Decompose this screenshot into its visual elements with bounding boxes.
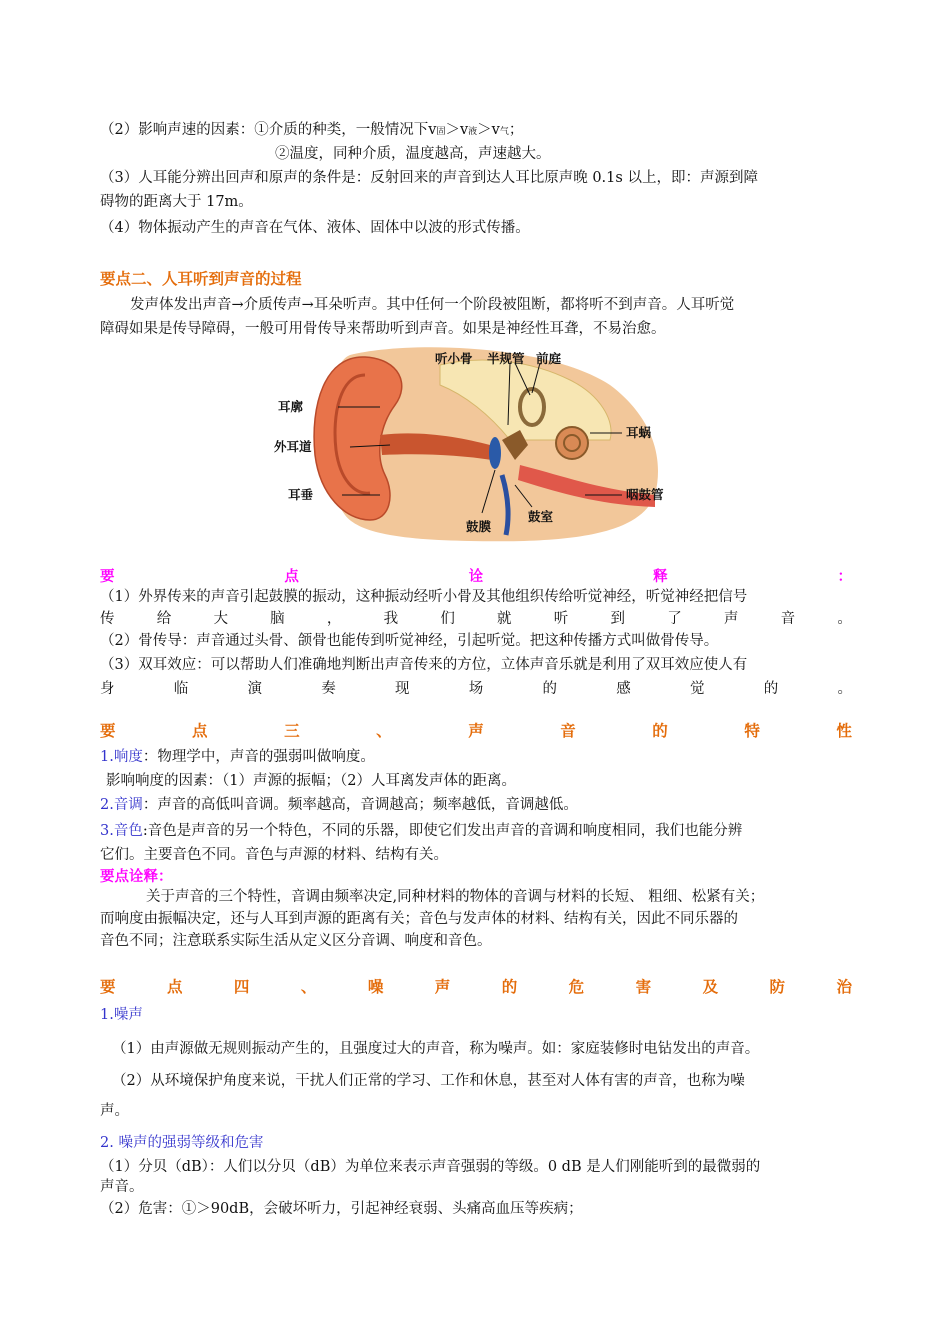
- heading-char: 治: [836, 978, 852, 996]
- heading-char: 及: [702, 978, 719, 996]
- loudness-line: [100, 746, 852, 768]
- heading-char: 噪: [367, 978, 384, 996]
- char: 脑: [270, 611, 285, 627]
- heading-char: 点: [166, 978, 183, 996]
- label-cochlea: 耳蜗: [626, 425, 652, 440]
- heading-char: 害: [635, 978, 652, 996]
- decibel-line: （1）分贝（dB）：人们以分贝（dB）为单位来表示声音强弱的等级。0 dB 是人们刚能听到的最微弱的: [100, 1159, 761, 1175]
- char: 身: [100, 681, 115, 697]
- noise-subheading: 1.噪声: [100, 1007, 143, 1023]
- echo-condition-line-2: 碍物的距离大于 17m。: [100, 194, 253, 210]
- char: 觉: [690, 681, 705, 697]
- timbre-text: :音色是声音的另一个特色，不同的乐器，即使它们发出声音的音调和响度相同，我们也能分辨: [142, 823, 743, 839]
- char: 演: [247, 681, 262, 697]
- loudness-factors-line: 影响响度的因素：（1）声源的振幅；（2）人耳离发声体的距离。: [106, 773, 516, 789]
- section3-heading: [100, 720, 852, 742]
- char: 听: [553, 611, 569, 627]
- char: 们: [440, 611, 455, 627]
- wave-propagation-line: （4）物体振动产生的声音在气体、液体、固体中以波的形式传播。: [100, 220, 530, 236]
- echo-condition-line: （3）人耳能分辨出回声和原声的条件是：反射回来的声音到达人耳比原声晚 0.1s 以上，即：声源到障: [100, 170, 758, 186]
- char: 场: [468, 681, 484, 697]
- label-eardrum: 鼓膜: [466, 519, 492, 534]
- speed-factors-line: [100, 119, 852, 143]
- heading-char: 音: [560, 722, 576, 740]
- char: 。: [837, 681, 852, 697]
- ear-diagram: [270, 345, 690, 543]
- heading-char: 要: [100, 722, 116, 740]
- char: 传: [100, 611, 115, 627]
- heading-char: 的: [501, 978, 518, 996]
- decibel-line-2: 声音。: [100, 1179, 144, 1195]
- char: 音: [780, 611, 796, 627]
- pitch-text: ：声音的高低叫音调。频率越高，音调越高；频率越低，音调越低。: [142, 797, 578, 813]
- pitch-label: 2.音调: [100, 797, 143, 813]
- char: 了: [667, 611, 682, 627]
- heading-char: 要: [100, 978, 116, 996]
- char: 的: [763, 681, 779, 697]
- char: 给: [156, 611, 172, 627]
- label-eustachian: 咽鼓管: [626, 487, 664, 502]
- heading-char: 点: [284, 569, 299, 585]
- heading-char: 性: [836, 722, 852, 740]
- timbre-line: [100, 820, 852, 842]
- char: 的: [542, 681, 557, 697]
- heading-char: 的: [652, 722, 668, 740]
- characteristics-expl-3: 音色不同；注意联系实际生活从定义区分音调、响度和音色。: [100, 933, 492, 949]
- label-ossicles: 听小骨: [435, 351, 473, 366]
- characteristics-expl-2: 而响度由振幅决定，还与人耳到声源的距离有关；音色与发声体的材料、结构有关，因此不同乐器的: [100, 911, 738, 927]
- heading-char: 、: [300, 978, 317, 996]
- sub-solid: 固: [436, 127, 446, 137]
- heading-char: 声: [468, 722, 484, 740]
- characteristics-expl-1: 关于声音的三个特性，音调由频率决定,同种材料的物体的音调与材料的长短、 粗细、松紧有关；: [146, 889, 765, 905]
- char: 奏: [321, 681, 336, 697]
- char: 感: [616, 681, 631, 697]
- section4-heading: [100, 976, 852, 998]
- gt-symbol: ＞: [477, 122, 492, 138]
- noise-definition-2: （2）从环境保护角度来说，干扰人们正常的学习、工作和休息，甚至对人体有害的声音，也称为噪: [112, 1073, 745, 1089]
- label-pinna: 耳廓: [278, 399, 304, 414]
- heading-char: 特: [744, 722, 760, 740]
- noise-definition-2b: 声。: [100, 1103, 129, 1119]
- heading-char: 声: [434, 978, 451, 996]
- heading-char: 四: [233, 978, 250, 996]
- noise-harm-line: （2）危害：①＞90dB，会破坏听力，引起神经衰弱、头痛高血压等疾病；: [100, 1201, 583, 1217]
- hearing-process-paragraph: 发声体发出声音→介质传声→耳朵听声。其中任何一个阶段被阻断，都将听不到声音。人耳听觉: [130, 297, 735, 313]
- heading-char: 、: [376, 722, 392, 740]
- expl-line-3b: [100, 678, 852, 700]
- section3-explanation-heading: 要点诠释：: [100, 869, 173, 885]
- char: 到: [610, 611, 625, 627]
- pitch-line: [100, 794, 852, 816]
- noise-definition-1: （1）由声源做无规则振动产生的，且强度过大的声音，称为噪声。如：家庭装修时电钻发出的声音。: [112, 1041, 760, 1057]
- label-semicircular: 半规管: [487, 351, 525, 366]
- line-end: ；: [508, 122, 524, 138]
- heading-char: 三: [284, 722, 300, 740]
- char: 临: [173, 681, 189, 697]
- char: 大: [213, 611, 228, 627]
- section2-explanation-heading: [100, 566, 852, 588]
- section2-heading: 要点二、人耳听到声音的过程: [100, 270, 302, 288]
- loudness-label: 1.响度: [100, 749, 143, 765]
- label-lobe: 耳垂: [288, 487, 314, 502]
- timbre-label: 3.音色: [100, 823, 143, 839]
- heading-char: ：: [837, 569, 852, 585]
- cochlea-shape: [556, 427, 588, 459]
- label-tympanic: 鼓室: [528, 509, 554, 524]
- char: 声: [723, 611, 739, 627]
- char: ，: [326, 611, 342, 627]
- expl-line-1: （1）外界传来的声音引起鼓膜的振动，这种振动经听小骨及其他组织传给听觉神经，听觉神经把信号: [100, 589, 748, 605]
- char: 。: [837, 611, 852, 627]
- heading-char: 释: [653, 569, 668, 585]
- char: 我: [383, 611, 399, 627]
- hearing-process-paragraph-2: 障碍如果是传导障碍，一般可用骨传导来帮助听到声音。如果是神经性耳聋，不易治愈。: [100, 321, 666, 337]
- noise-levels-subheading: 2. 噪声的强弱等级和危害: [100, 1135, 264, 1151]
- expl-line-2: （2）骨传导：声音通过头骨、颌骨也能传到听觉神经，引起听觉。把这种传播方式叫做骨传导。: [100, 633, 719, 649]
- char: 现: [395, 681, 410, 697]
- label-canal: 外耳道: [274, 439, 312, 454]
- heading-char: 要: [100, 569, 115, 585]
- heading-char: 点: [192, 722, 208, 740]
- char: 就: [497, 611, 512, 627]
- gt-symbol: ＞: [445, 122, 460, 138]
- temperature-line: ②温度，同种介质，温度越高，声速越大。: [275, 146, 551, 162]
- expl-line-1b: [100, 608, 852, 630]
- v-symbol: v: [491, 122, 500, 138]
- eardrum-shape: [489, 437, 501, 469]
- v-symbol: v: [428, 122, 437, 138]
- heading-char: 防: [769, 978, 786, 996]
- speed-factors-text: （2）影响声速的因素：①介质的种类，一般情况下: [100, 122, 429, 138]
- loudness-text: ：物理学中，声音的强弱叫做响度。: [142, 749, 375, 765]
- v-symbol: v: [459, 122, 469, 138]
- timbre-line-2: 它们。主要音色不同。音色与声源的材料、结构有关。: [100, 847, 448, 863]
- expl-line-3: （3）双耳效应：可以帮助人们准确地判断出声音传来的方位，立体声音乐就是利用了双耳效应使人有: [100, 657, 748, 673]
- label-vestibule: 前庭: [536, 351, 562, 366]
- sub-liquid: 液: [468, 127, 478, 137]
- heading-char: 诠: [468, 569, 484, 585]
- heading-char: 危: [568, 978, 585, 996]
- sub-gas: 气: [499, 127, 509, 137]
